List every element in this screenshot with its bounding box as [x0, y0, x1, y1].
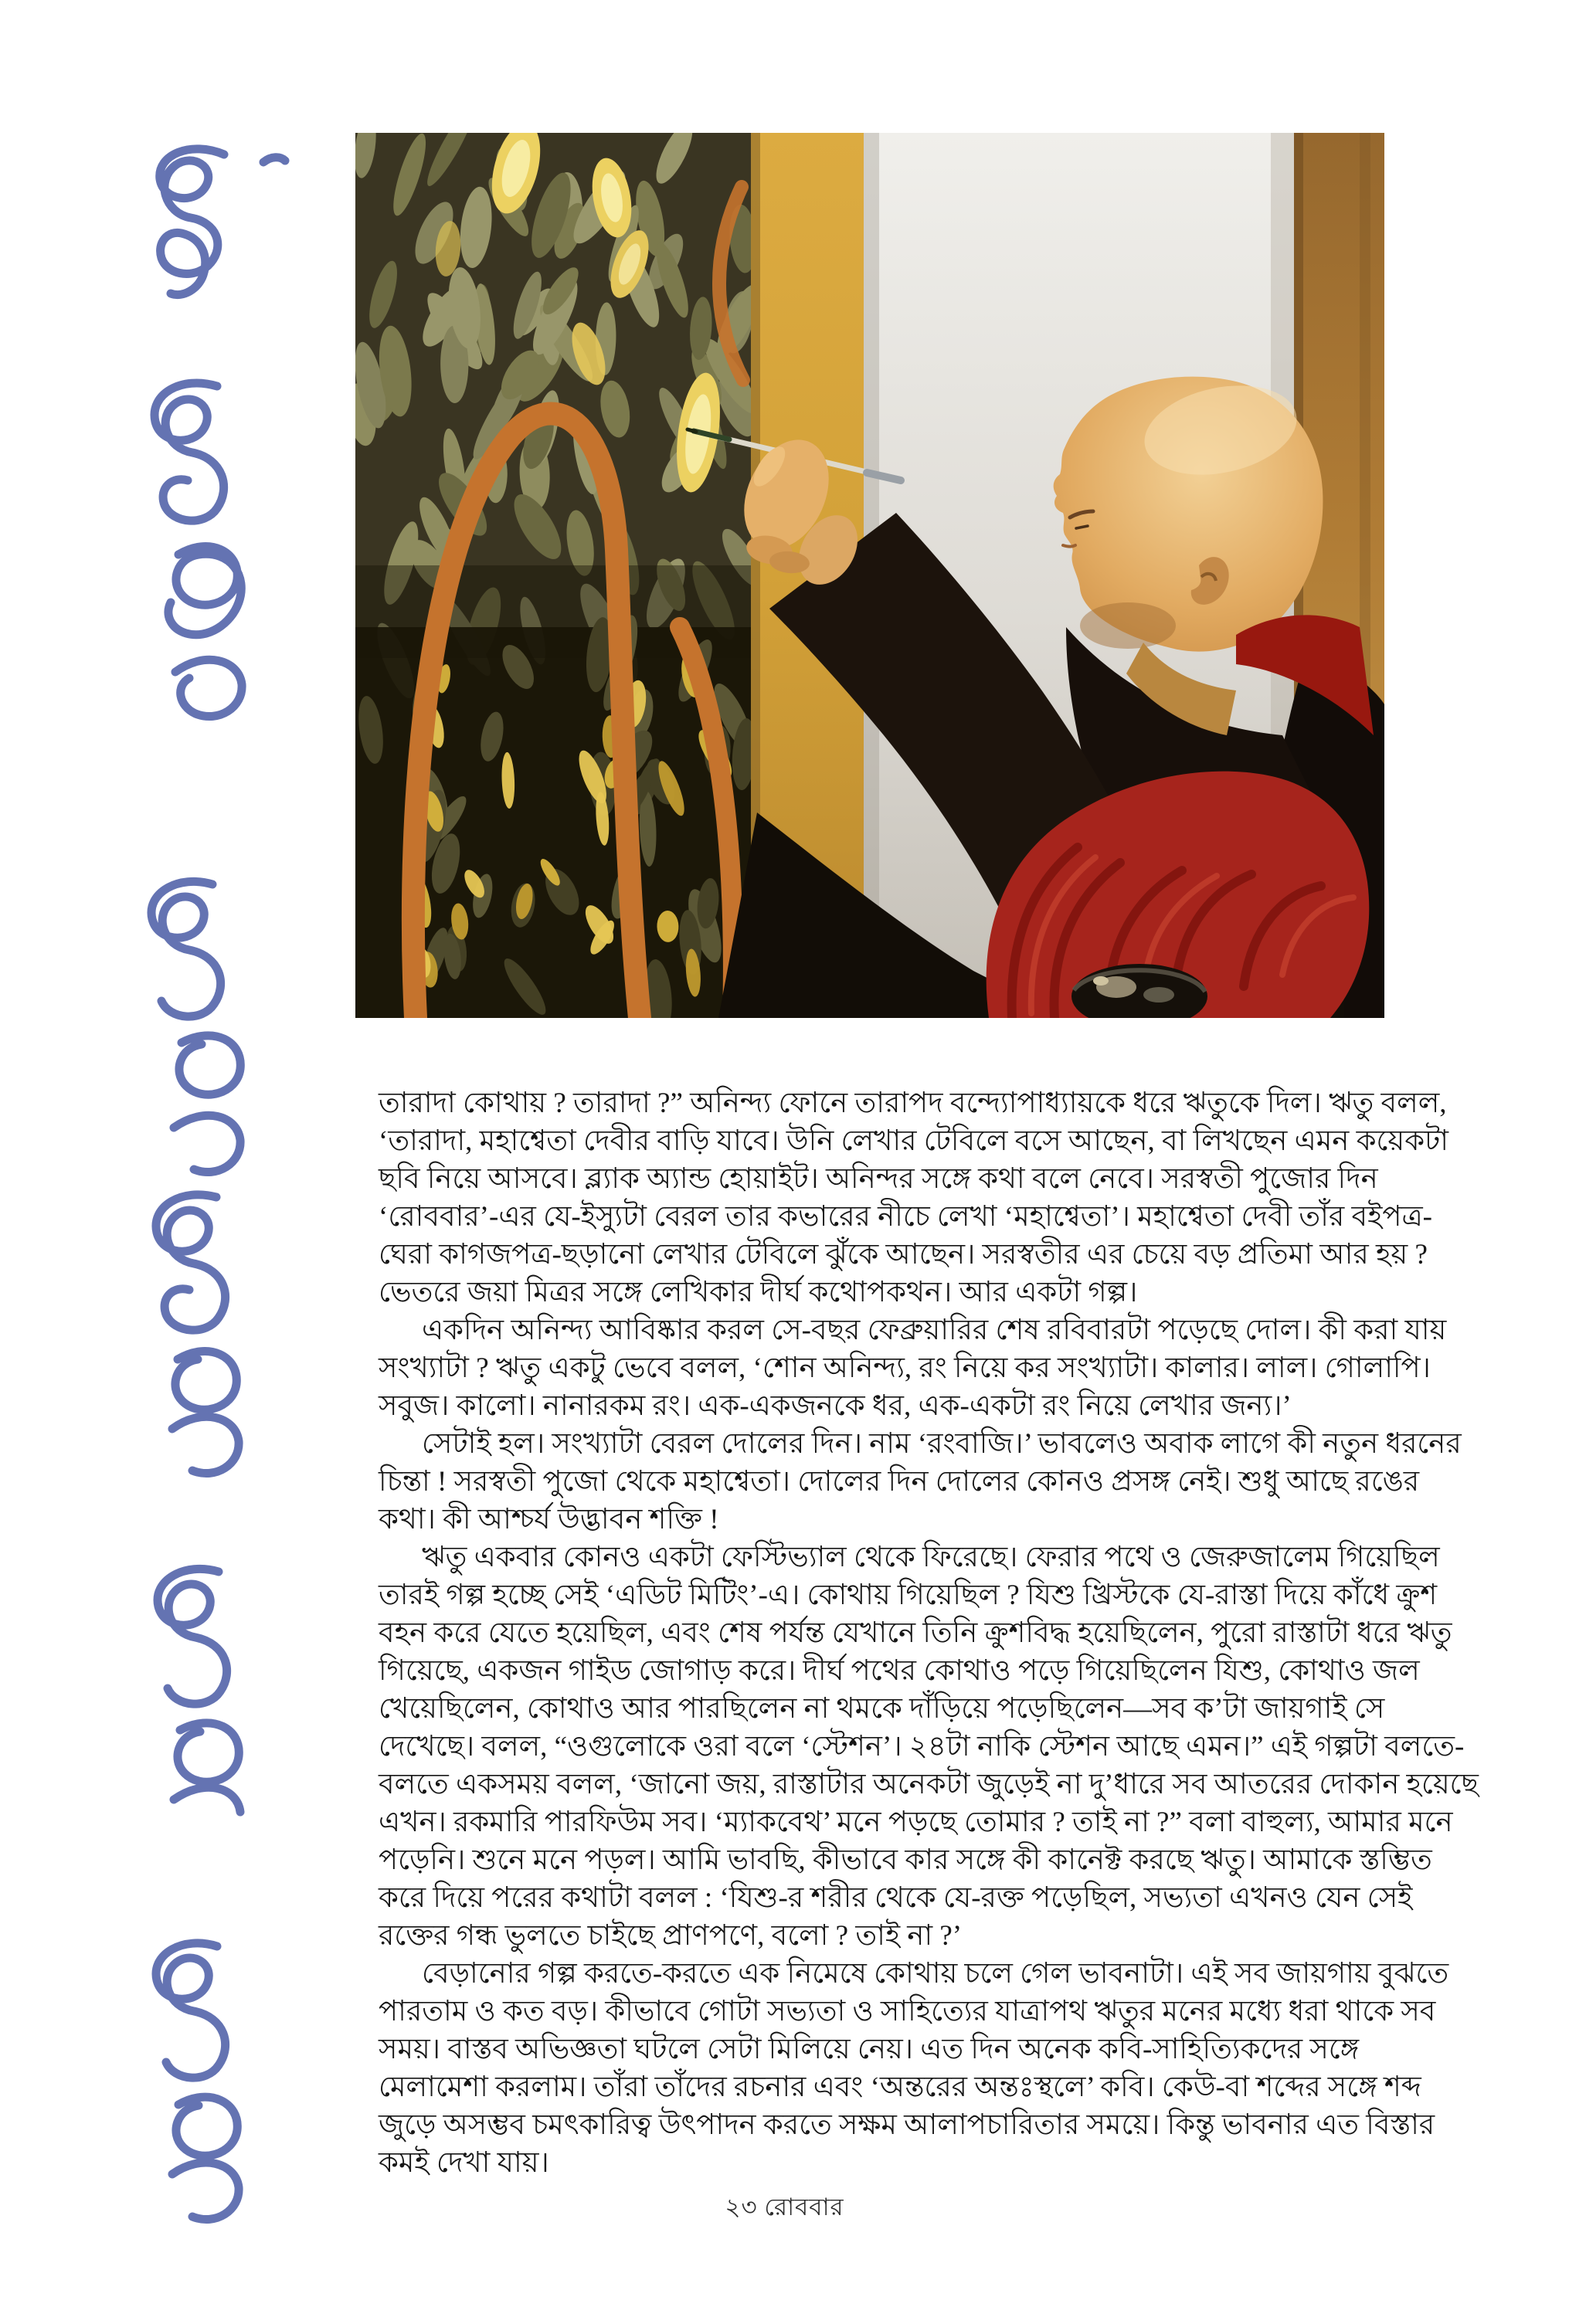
- handwriting-word-4: [156, 1195, 239, 1474]
- handwriting-word-5: [158, 1569, 240, 1812]
- body-text-line: ‘রোববার’-এর যে-ইস্যুটা বেরল তার কভারের নীচে লেখা ‘মহাশ্বেতা’। মহাশ্বেতা দেবী তাঁর বইপত্র-: [379, 1201, 1432, 1233]
- page-footer: [0, 2189, 1569, 2229]
- body-text-line: চিন্তা ! সরস্বতী পুজো থেকে মহাশ্বেতা। দোলের দিন দোলের কোনও প্রসঙ্গ নেই। শুধু আছে রঙের: [379, 1466, 1420, 1498]
- body-text-line: তারাদা কোথায় ? তারাদা ?” অনিন্দ্য ফোনে তারাপদ বন্দ্যোপাধ্যায়কে ধরে ঋতুকে দিল। ঋতু বলল,: [379, 1087, 1447, 1119]
- body-text-line: সংখ্যাটা ? ঋতু একটু ভেবে বলল, ‘শোন অনিন্দ্য, রং নিয়ে কর সংখ্যাটা। কালার। লাল। গোলাপি।: [379, 1352, 1431, 1384]
- body-text-line: পড়েনি। শুনে মনে পড়ল। আমি ভাবছি, কীভাবে কার সঙ্গে কী কানেক্ট করছে ঋতু। আমাকে স্তম্ভিত: [379, 1844, 1432, 1876]
- paragraph: [379, 1084, 1514, 1311]
- article-body-text: [379, 1084, 1514, 2182]
- body-text-line: করে দিয়ে পরের কথাটা বলল : ‘যিশু-র শরীর থেকে যে-রক্ত পড়েছিল, সভ্যতা এখনও যেন সেই: [379, 1882, 1413, 1914]
- body-text-line: সবুজ। কালো। নানারকম রং। এক-একজনকে ধর, এক-একটা রং নিয়ে লেখার জন্য।’: [379, 1390, 1292, 1422]
- body-text-line: খেয়েছিলেন, কোথাও আর পারছিলেন না থমকে দাঁড়িয়ে পড়েছিলেন—সব ক’টা জায়গাই সে: [379, 1693, 1385, 1725]
- body-text-line: সময়। বাস্তব অভিজ্ঞতা ঘটলে সেটা মিলিয়ে নেয়। এত দিন অনেক কবি-সাহিত্যিকদের সঙ্গে: [379, 2034, 1360, 2065]
- body-text-line: বেড়ানোর গল্প করতে-করতে এক নিমেষে কোথায় চলে গেল ভাবনাটা। এই সব জায়গায় বুঝতে: [422, 1958, 1449, 1990]
- body-text-line: ছবি নিয়ে আসবে। ব্ল্যাক অ্যান্ড হোয়াইট। অনিন্দর সঙ্গে কথা বলে নেবে। সরস্বতী পুজোর দিন: [379, 1163, 1378, 1195]
- body-text-line: গিয়েছে, একজন গাইড জোগাড় করে। দীর্ঘ পথের কোথাও পড়ে গিয়েছিলেন যিশু, কোথাও জল: [379, 1655, 1420, 1687]
- photo-man-painting-mural: [355, 133, 1384, 1018]
- body-text-line: বহন করে যেতে হয়েছিল, এবং শেষ পর্যন্ত যেখানে তিনি ক্রুশবিদ্ধ হয়েছিলেন, পুরো রাস্তাটা ধরে ঋতু: [379, 1617, 1452, 1649]
- body-text-line: রক্তের গন্ধ ভুলতে চাইছে প্রাণপণে, বলো ? তাই না ?’: [379, 1920, 963, 1952]
- paragraph: [379, 1955, 1514, 2182]
- handwriting-word-2: [155, 383, 242, 717]
- lips: [1063, 545, 1075, 547]
- handwriting-word-1: [160, 149, 224, 295]
- mural-wall: [355, 133, 769, 1018]
- body-text-line: পারতাম ও কত বড়। কীভাবে গোটা সভ্যতা ও সাহিত্যের যাত্রাপথ ঋতুর মনের মধ্যে ধরা থাকে সব: [379, 1996, 1436, 2027]
- body-text-line: ঘেরা কাগজপত্র-ছড়ানো লেখার টেবিলে ঝুঁকে আছেন। সরস্বতীর এর চেয়ে বড় প্রতিমা আর হয় ?: [379, 1239, 1428, 1271]
- paragraph: [379, 1311, 1514, 1425]
- body-text-line: একদিন অনিন্দ্য আবিষ্কার করল সে-বছর ফেব্রুয়ারির শেষ রবিবারটা পড়েছে দোল। কী করা যায়: [422, 1315, 1447, 1346]
- handwriting-tick: [263, 158, 285, 162]
- body-text-line: তারই গল্প হচ্ছে সেই ‘এডিট মিটিং’-এ। কোথায় গিয়েছিল ? যিশু খ্রিস্টকে যে-রাস্তা দিয়ে কাঁধে ক্রুশ: [379, 1579, 1438, 1611]
- body-text-line: ‘তারাদা, মহাশ্বেতা দেবীর বাড়ি যাবে। উনি লেখার টেবিলে বসে আছেন, বা লিখছেন এমন কয়েকটা: [379, 1125, 1448, 1157]
- body-text-line: জুড়ে অসম্ভব চমৎকারিত্ব উৎপাদন করতে সক্ষম আলাপচারিতার সময়ে। কিন্তু ভাবনার এত বিস্তার: [379, 2109, 1435, 2141]
- body-text-line: বলতে একসময় বলল, ‘জানো জয়, রাস্তাটার অনেকটা জুড়েই না দু’ধারে সব আতরের দোকান হয়েছে: [379, 1769, 1479, 1800]
- body-text-line: ঋতু একবার কোনও একটা ফেস্টিভ্যাল থেকে ফিরেছে। ফেরার পথে ও জেরুজালেম গিয়েছিল: [422, 1542, 1440, 1573]
- jaw-shadow: [1080, 602, 1176, 649]
- body-text-line: কমই দেখা যায়।: [379, 2147, 549, 2179]
- handwriting-word-6: [156, 1943, 239, 2220]
- handwriting-word-3: [151, 881, 240, 1172]
- body-text-line: সেটাই হল। সংখ্যাটা বেরল দোলের দিন। নাম ‘রংবাজি।’ ভাবলেও অবাক লাগে কী নতুন ধরনের: [422, 1428, 1462, 1460]
- body-text-line: দেখেছে। বলল, “ওগুলোকে ওরা বলে ‘স্টেশন’। ২৪টা নাকি স্টেশন আছে এমন।” এই গল্পটা বলতে-: [379, 1731, 1465, 1763]
- body-text-line: মেলামেশা করলাম। তাঁরা তাঁদের রচনার এবং ‘অন্তরের অন্তঃস্থলে’ কবি। কেউ-বা শব্দের সঙ্গে শব্দ: [379, 2071, 1421, 2103]
- body-text-line: ভেতরে জয়া মিত্রর সঙ্গে লেখিকার দীর্ঘ কথোপকথন। আর একটা গল্প।: [379, 1277, 1138, 1308]
- handwritten-marginalia: [66, 131, 313, 2232]
- page-number-label: ২৩ রোববার: [725, 2193, 844, 2221]
- paragraph: [379, 1425, 1514, 1539]
- paragraph: [379, 1539, 1514, 1955]
- body-text-line: এখন। রকমারি পারফিউম সব। ‘ম্যাকবেথ’ মনে পড়ছে তোমার ? তাই না ?” বলা বাহুল্য, আমার মনে: [379, 1807, 1453, 1838]
- body-text-line: কথা। কী আশ্চর্য উদ্ভাবন শক্তি !: [379, 1504, 719, 1535]
